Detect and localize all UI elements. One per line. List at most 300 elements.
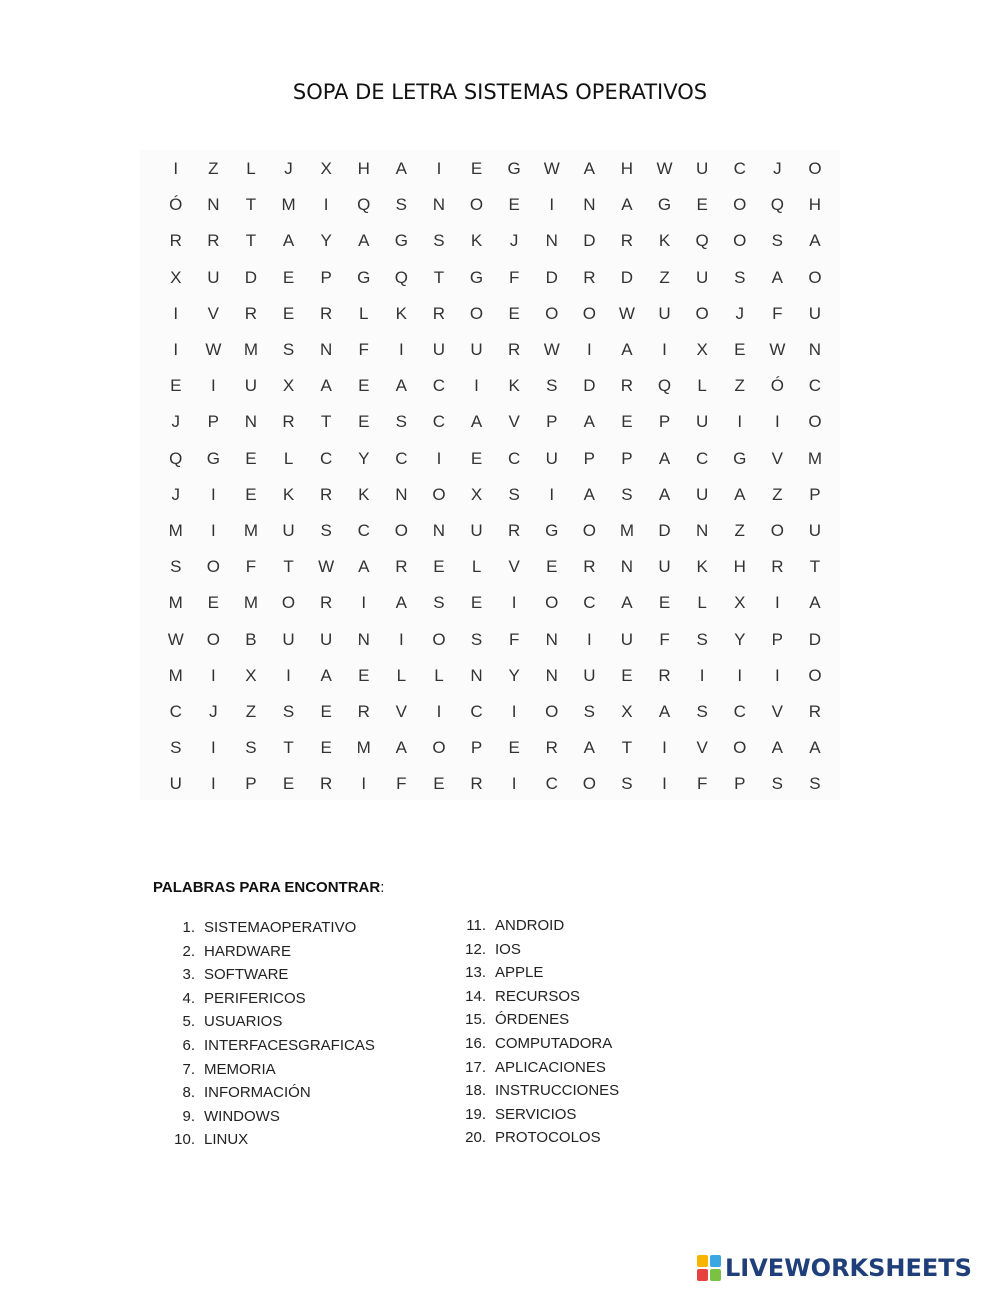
grid-letter[interactable]: M bbox=[807, 448, 823, 468]
grid-letter[interactable]: S bbox=[245, 738, 257, 758]
grid-letter[interactable]: E bbox=[358, 665, 370, 685]
grid-letter[interactable]: Q bbox=[394, 267, 408, 287]
grid-letter[interactable]: R bbox=[808, 702, 822, 721]
grid-letter[interactable]: P bbox=[546, 412, 558, 432]
grid-letter[interactable]: N bbox=[432, 521, 446, 540]
grid-letter[interactable]: G bbox=[357, 267, 371, 287]
grid-letter[interactable]: S bbox=[771, 774, 784, 794]
grid-letter[interactable]: U bbox=[470, 340, 483, 359]
grid-letter[interactable]: R bbox=[320, 484, 333, 504]
grid-letter[interactable]: O bbox=[432, 484, 446, 504]
grid-letter[interactable]: P bbox=[470, 738, 483, 758]
grid-letter[interactable]: C bbox=[696, 448, 709, 468]
grid-letter[interactable]: V bbox=[207, 303, 220, 323]
grid-letter[interactable]: S bbox=[734, 267, 746, 287]
grid-letter[interactable]: T bbox=[283, 557, 294, 577]
grid-letter[interactable]: L bbox=[471, 557, 482, 577]
grid-letter[interactable]: I bbox=[662, 738, 667, 758]
grid-letter[interactable]: I bbox=[323, 195, 329, 215]
grid-letter[interactable]: D bbox=[658, 521, 671, 540]
grid-letter[interactable]: H bbox=[808, 195, 822, 215]
grid-letter[interactable]: M bbox=[243, 593, 259, 613]
grid-letter[interactable]: V bbox=[395, 702, 408, 721]
grid-letter[interactable]: A bbox=[809, 738, 821, 758]
grid-letter[interactable]: I bbox=[361, 774, 367, 794]
grid-letter[interactable]: R bbox=[320, 593, 333, 613]
grid-letter[interactable]: O bbox=[469, 195, 484, 215]
grid-letter[interactable]: P bbox=[583, 448, 596, 468]
grid-letter[interactable]: R bbox=[771, 557, 784, 577]
grid-letter[interactable]: K bbox=[508, 376, 520, 396]
grid-letter[interactable]: I bbox=[737, 412, 743, 432]
grid-letter[interactable]: O bbox=[469, 303, 484, 323]
grid-letter[interactable]: Y bbox=[358, 448, 370, 468]
grid-letter[interactable]: R bbox=[169, 231, 182, 251]
grid-letter[interactable]: W bbox=[167, 629, 184, 649]
grid-letter[interactable]: T bbox=[809, 557, 821, 577]
word-search-grid[interactable] bbox=[140, 150, 840, 800]
grid-letter[interactable]: O bbox=[394, 521, 408, 540]
grid-letter[interactable]: E bbox=[696, 195, 708, 215]
grid-letter[interactable]: A bbox=[320, 665, 332, 685]
grid-letter[interactable]: S bbox=[395, 412, 408, 432]
grid-letter[interactable]: Q bbox=[169, 448, 183, 468]
grid-letter[interactable]: C bbox=[357, 521, 370, 540]
grid-letter[interactable]: I bbox=[436, 448, 442, 468]
grid-letter[interactable]: S bbox=[696, 629, 708, 649]
grid-letter[interactable]: I bbox=[737, 665, 743, 685]
grid-letter[interactable]: W bbox=[769, 340, 786, 359]
grid-letter[interactable]: E bbox=[508, 303, 520, 323]
grid-letter[interactable]: T bbox=[320, 412, 332, 432]
grid-letter[interactable]: L bbox=[396, 665, 407, 685]
grid-letter[interactable]: O bbox=[206, 629, 220, 649]
grid-letter[interactable]: R bbox=[357, 702, 370, 721]
grid-letter[interactable]: I bbox=[774, 665, 780, 685]
grid-letter[interactable]: N bbox=[545, 665, 558, 685]
grid-letter[interactable]: E bbox=[433, 557, 445, 577]
grid-letter[interactable]: J bbox=[773, 159, 782, 178]
grid-letter[interactable]: R bbox=[244, 303, 258, 323]
grid-letter[interactable]: O bbox=[582, 521, 596, 540]
grid-letter[interactable]: R bbox=[282, 412, 295, 432]
grid-letter[interactable]: K bbox=[395, 303, 408, 323]
grid-letter[interactable]: G bbox=[733, 448, 747, 468]
grid-letter[interactable]: R bbox=[620, 231, 634, 251]
grid-letter[interactable]: A bbox=[809, 593, 821, 613]
grid-letter[interactable]: A bbox=[358, 231, 370, 251]
grid-letter[interactable]: Ó bbox=[169, 195, 183, 215]
grid-letter[interactable]: C bbox=[733, 702, 746, 721]
grid-letter[interactable]: I bbox=[361, 593, 367, 613]
grid-letter[interactable]: E bbox=[282, 303, 295, 323]
grid-letter[interactable]: O bbox=[206, 557, 220, 577]
grid-letter[interactable]: F bbox=[508, 629, 520, 649]
grid-letter[interactable]: Z bbox=[734, 521, 745, 540]
grid-letter[interactable]: W bbox=[543, 340, 560, 359]
grid-letter[interactable]: O bbox=[695, 303, 709, 323]
grid-letter[interactable]: G bbox=[469, 267, 484, 287]
grid-letter[interactable]: P bbox=[207, 412, 220, 432]
grid-letter[interactable]: I bbox=[210, 665, 216, 685]
grid-letter[interactable]: A bbox=[583, 738, 596, 758]
grid-letter[interactable]: T bbox=[245, 195, 257, 215]
grid-letter[interactable]: C bbox=[320, 448, 333, 468]
grid-letter[interactable]: V bbox=[508, 412, 520, 432]
grid-letter[interactable]: P bbox=[245, 774, 257, 794]
grid-letter[interactable]: E bbox=[320, 702, 332, 721]
grid-letter[interactable]: N bbox=[808, 340, 822, 359]
grid-letter[interactable]: E bbox=[470, 448, 483, 468]
grid-letter[interactable]: E bbox=[207, 593, 220, 613]
grid-letter[interactable]: T bbox=[245, 231, 257, 251]
grid-letter[interactable]: V bbox=[696, 738, 708, 758]
grid-letter[interactable]: A bbox=[320, 376, 332, 396]
grid-letter[interactable]: E bbox=[508, 195, 520, 215]
grid-letter[interactable]: V bbox=[771, 448, 784, 468]
grid-letter[interactable]: U bbox=[320, 629, 333, 649]
grid-letter[interactable]: I bbox=[511, 593, 517, 613]
grid-letter[interactable]: E bbox=[470, 159, 483, 178]
grid-letter[interactable]: F bbox=[696, 774, 708, 794]
grid-letter[interactable]: S bbox=[621, 774, 633, 794]
grid-letter[interactable]: Z bbox=[659, 267, 670, 287]
grid-letter[interactable]: I bbox=[474, 376, 479, 396]
grid-letter[interactable]: J bbox=[509, 231, 519, 251]
grid-letter[interactable]: W bbox=[656, 159, 673, 178]
grid-letter[interactable]: E bbox=[358, 412, 370, 432]
grid-letter[interactable]: I bbox=[173, 159, 179, 178]
grid-letter[interactable]: U bbox=[207, 267, 220, 287]
grid-letter[interactable]: E bbox=[546, 557, 558, 577]
grid-letter[interactable]: P bbox=[734, 774, 746, 794]
grid-letter[interactable]: A bbox=[621, 593, 633, 613]
grid-letter[interactable]: C bbox=[733, 159, 746, 178]
grid-letter[interactable]: A bbox=[583, 484, 596, 504]
grid-letter[interactable]: E bbox=[170, 376, 182, 396]
grid-letter[interactable]: Q bbox=[770, 195, 784, 215]
grid-letter[interactable]: J bbox=[171, 412, 180, 432]
grid-letter[interactable]: U bbox=[620, 629, 634, 649]
grid-letter[interactable]: C bbox=[432, 412, 446, 432]
grid-letter[interactable]: G bbox=[394, 231, 408, 251]
grid-letter[interactable]: I bbox=[511, 702, 517, 721]
grid-letter[interactable]: R bbox=[395, 557, 408, 577]
grid-letter[interactable]: S bbox=[508, 484, 520, 504]
grid-letter[interactable]: I bbox=[210, 376, 216, 396]
grid-letter[interactable]: S bbox=[433, 231, 445, 251]
grid-letter[interactable]: N bbox=[696, 521, 709, 540]
grid-letter[interactable]: G bbox=[657, 195, 672, 215]
grid-letter[interactable]: S bbox=[771, 231, 784, 251]
grid-letter[interactable]: C bbox=[470, 702, 483, 721]
grid-letter[interactable]: O bbox=[733, 738, 747, 758]
grid-letter[interactable]: M bbox=[168, 593, 183, 613]
grid-letter[interactable]: X bbox=[320, 159, 332, 178]
grid-letter[interactable]: Y bbox=[508, 665, 520, 685]
grid-letter[interactable]: C bbox=[545, 774, 558, 794]
grid-letter[interactable]: G bbox=[545, 521, 559, 540]
grid-letter[interactable]: U bbox=[696, 267, 709, 287]
grid-letter[interactable]: O bbox=[432, 738, 446, 758]
grid-letter[interactable]: A bbox=[621, 195, 633, 215]
grid-letter[interactable]: T bbox=[433, 267, 445, 287]
grid-letter[interactable]: D bbox=[244, 267, 258, 287]
grid-letter[interactable]: X bbox=[170, 267, 182, 287]
grid-letter[interactable]: E bbox=[658, 593, 671, 613]
grid-letter[interactable]: I bbox=[549, 195, 555, 215]
grid-letter[interactable]: D bbox=[583, 231, 596, 251]
grid-letter[interactable]: F bbox=[772, 303, 783, 323]
grid-letter[interactable]: U bbox=[658, 303, 671, 323]
grid-letter[interactable]: M bbox=[243, 340, 259, 359]
grid-letter[interactable]: S bbox=[433, 593, 445, 613]
grid-letter[interactable]: U bbox=[282, 521, 295, 540]
grid-letter[interactable]: Y bbox=[734, 629, 746, 649]
grid-letter[interactable]: S bbox=[170, 738, 182, 758]
grid-letter[interactable]: U bbox=[808, 521, 822, 540]
grid-letter[interactable]: E bbox=[358, 376, 370, 396]
grid-letter[interactable]: C bbox=[169, 702, 182, 721]
grid-letter[interactable]: I bbox=[210, 774, 216, 794]
grid-letter[interactable]: E bbox=[621, 412, 633, 432]
grid-letter[interactable]: S bbox=[470, 629, 483, 649]
grid-letter[interactable]: C bbox=[432, 376, 446, 396]
grid-letter[interactable]: D bbox=[808, 629, 822, 649]
grid-letter[interactable]: A bbox=[809, 231, 821, 251]
grid-letter[interactable]: I bbox=[286, 665, 291, 685]
grid-letter[interactable]: U bbox=[696, 412, 709, 432]
grid-letter[interactable]: U bbox=[432, 340, 446, 359]
grid-letter[interactable]: U bbox=[808, 303, 822, 323]
grid-letter[interactable]: I bbox=[586, 340, 592, 359]
grid-letter[interactable]: S bbox=[809, 774, 821, 794]
grid-letter[interactable]: I bbox=[586, 629, 592, 649]
grid-letter[interactable]: B bbox=[245, 629, 257, 649]
grid-letter[interactable]: D bbox=[583, 376, 596, 396]
grid-letter[interactable]: O bbox=[770, 521, 784, 540]
grid-letter[interactable]: U bbox=[545, 448, 558, 468]
grid-letter[interactable]: T bbox=[621, 738, 633, 758]
grid-letter[interactable]: P bbox=[658, 412, 671, 432]
grid-letter[interactable]: A bbox=[658, 702, 671, 721]
grid-letter[interactable]: P bbox=[320, 267, 332, 287]
grid-letter[interactable]: I bbox=[173, 303, 179, 323]
grid-letter[interactable]: S bbox=[621, 484, 633, 504]
grid-letter[interactable]: O bbox=[432, 629, 446, 649]
grid-letter[interactable]: L bbox=[359, 303, 369, 323]
grid-letter[interactable]: O bbox=[545, 303, 559, 323]
grid-letter[interactable]: A bbox=[395, 376, 408, 396]
grid-letter[interactable]: S bbox=[170, 557, 182, 577]
grid-letter[interactable]: M bbox=[619, 521, 635, 540]
grid-letter[interactable]: C bbox=[395, 448, 408, 468]
grid-letter[interactable]: O bbox=[733, 231, 747, 251]
grid-letter[interactable]: G bbox=[507, 159, 521, 178]
grid-letter[interactable]: S bbox=[583, 702, 596, 721]
grid-letter[interactable]: J bbox=[735, 303, 744, 323]
grid-letter[interactable]: E bbox=[508, 738, 520, 758]
grid-letter[interactable]: E bbox=[282, 267, 295, 287]
grid-letter[interactable]: X bbox=[696, 340, 708, 359]
grid-letter[interactable]: F bbox=[508, 267, 520, 287]
grid-letter[interactable]: X bbox=[470, 484, 483, 504]
grid-letter[interactable]: N bbox=[244, 412, 258, 432]
grid-letter[interactable]: O bbox=[545, 702, 559, 721]
grid-letter[interactable]: A bbox=[470, 412, 483, 432]
grid-letter[interactable]: A bbox=[395, 593, 408, 613]
grid-letter[interactable]: L bbox=[434, 665, 444, 685]
grid-letter[interactable]: R bbox=[658, 665, 671, 685]
grid-letter[interactable]: P bbox=[771, 629, 784, 649]
grid-letter[interactable]: O bbox=[582, 774, 596, 794]
grid-letter[interactable]: A bbox=[658, 484, 671, 504]
grid-letter[interactable]: Z bbox=[772, 484, 783, 504]
grid-letter[interactable]: A bbox=[583, 159, 596, 178]
grid-letter[interactable]: K bbox=[696, 557, 708, 577]
grid-letter[interactable]: G bbox=[206, 448, 220, 468]
grid-letter[interactable]: A bbox=[621, 340, 633, 359]
grid-letter[interactable]: N bbox=[320, 340, 333, 359]
grid-letter[interactable]: I bbox=[549, 484, 555, 504]
grid-letter[interactable]: A bbox=[771, 267, 784, 287]
grid-letter[interactable]: X bbox=[621, 702, 633, 721]
grid-letter[interactable]: W bbox=[618, 303, 635, 323]
grid-letter[interactable]: K bbox=[358, 484, 370, 504]
grid-letter[interactable]: W bbox=[318, 557, 335, 577]
grid-letter[interactable]: M bbox=[281, 195, 296, 215]
grid-letter[interactable]: E bbox=[245, 484, 257, 504]
grid-letter[interactable]: O bbox=[808, 159, 822, 178]
grid-letter[interactable]: M bbox=[356, 738, 371, 758]
grid-letter[interactable]: R bbox=[508, 521, 521, 540]
grid-letter[interactable]: I bbox=[774, 593, 780, 613]
grid-letter[interactable]: Z bbox=[734, 376, 745, 396]
grid-letter[interactable]: R bbox=[508, 340, 521, 359]
grid-letter[interactable]: A bbox=[583, 412, 596, 432]
grid-letter[interactable]: V bbox=[771, 702, 784, 721]
grid-letter[interactable]: O bbox=[733, 195, 747, 215]
grid-letter[interactable]: U bbox=[696, 159, 709, 178]
grid-letter[interactable]: E bbox=[470, 593, 483, 613]
grid-letter[interactable]: N bbox=[620, 557, 634, 577]
grid-letter[interactable]: R bbox=[207, 231, 220, 251]
grid-letter[interactable]: X bbox=[734, 593, 746, 613]
grid-letter[interactable]: M bbox=[168, 665, 183, 685]
grid-letter[interactable]: Q bbox=[657, 376, 672, 396]
grid-letter[interactable]: N bbox=[545, 629, 558, 649]
grid-letter[interactable]: X bbox=[282, 376, 295, 396]
grid-letter[interactable]: R bbox=[583, 557, 596, 577]
grid-letter[interactable]: H bbox=[620, 159, 634, 178]
grid-letter[interactable]: F bbox=[396, 774, 407, 794]
grid-letter[interactable]: N bbox=[357, 629, 370, 649]
grid-letter[interactable]: H bbox=[357, 159, 370, 178]
grid-letter[interactable]: D bbox=[545, 267, 558, 287]
grid-letter[interactable]: E bbox=[245, 448, 257, 468]
grid-letter[interactable]: N bbox=[432, 195, 446, 215]
grid-letter[interactable]: I bbox=[398, 629, 404, 649]
grid-letter[interactable]: K bbox=[282, 484, 295, 504]
grid-letter[interactable]: N bbox=[470, 665, 483, 685]
grid-letter[interactable]: O bbox=[808, 267, 822, 287]
grid-letter[interactable]: H bbox=[733, 557, 746, 577]
grid-letter[interactable]: M bbox=[243, 521, 259, 540]
grid-letter[interactable]: Q bbox=[695, 231, 709, 251]
grid-letter[interactable]: R bbox=[583, 267, 596, 287]
grid-letter[interactable]: C bbox=[583, 593, 596, 613]
grid-letter[interactable]: O bbox=[545, 593, 559, 613]
grid-letter[interactable]: A bbox=[395, 159, 408, 178]
grid-letter[interactable]: E bbox=[621, 665, 633, 685]
grid-letter[interactable]: I bbox=[436, 159, 442, 178]
grid-letter[interactable]: L bbox=[697, 593, 707, 613]
grid-letter[interactable]: I bbox=[210, 521, 216, 540]
grid-letter[interactable]: A bbox=[358, 557, 370, 577]
grid-letter[interactable]: F bbox=[659, 629, 670, 649]
grid-letter[interactable]: U bbox=[658, 557, 671, 577]
grid-letter[interactable]: K bbox=[658, 231, 671, 251]
grid-letter[interactable]: E bbox=[433, 774, 445, 794]
grid-letter[interactable]: C bbox=[508, 448, 521, 468]
grid-letter[interactable]: J bbox=[284, 159, 293, 178]
grid-letter[interactable]: U bbox=[696, 484, 709, 504]
grid-letter[interactable]: J bbox=[171, 484, 180, 504]
grid-letter[interactable]: I bbox=[774, 412, 780, 432]
grid-letter[interactable]: N bbox=[545, 231, 558, 251]
grid-letter[interactable]: I bbox=[699, 665, 705, 685]
grid-letter[interactable]: P bbox=[621, 448, 633, 468]
grid-letter[interactable]: Z bbox=[208, 159, 219, 178]
grid-letter[interactable]: W bbox=[205, 340, 222, 359]
grid-letter[interactable]: S bbox=[546, 376, 558, 396]
grid-letter[interactable]: J bbox=[209, 702, 218, 721]
grid-letter[interactable]: A bbox=[395, 738, 408, 758]
grid-letter[interactable]: N bbox=[583, 195, 596, 215]
grid-letter[interactable]: E bbox=[282, 774, 295, 794]
grid-letter[interactable]: O bbox=[281, 593, 296, 613]
grid-letter[interactable]: A bbox=[771, 738, 784, 758]
grid-letter[interactable]: I bbox=[662, 340, 667, 359]
grid-letter[interactable]: I bbox=[173, 340, 179, 359]
grid-letter[interactable]: I bbox=[210, 484, 216, 504]
grid-letter[interactable]: M bbox=[168, 521, 183, 540]
grid-letter[interactable]: Q bbox=[357, 195, 371, 215]
grid-letter[interactable]: L bbox=[283, 448, 294, 468]
grid-letter[interactable]: I bbox=[511, 774, 517, 794]
grid-letter[interactable]: V bbox=[508, 557, 520, 577]
grid-letter[interactable]: R bbox=[620, 376, 634, 396]
grid-letter[interactable]: U bbox=[470, 521, 483, 540]
grid-letter[interactable]: L bbox=[246, 159, 256, 178]
grid-letter[interactable]: E bbox=[320, 738, 332, 758]
grid-letter[interactable]: O bbox=[808, 665, 822, 685]
grid-letter[interactable]: R bbox=[320, 774, 333, 794]
grid-letter[interactable]: I bbox=[436, 702, 442, 721]
grid-letter[interactable]: I bbox=[662, 774, 667, 794]
grid-letter[interactable]: K bbox=[470, 231, 483, 251]
grid-letter[interactable]: R bbox=[320, 303, 333, 323]
grid-letter[interactable]: U bbox=[244, 376, 258, 396]
grid-letter[interactable]: N bbox=[395, 484, 408, 504]
grid-letter[interactable]: R bbox=[432, 303, 446, 323]
grid-letter[interactable]: L bbox=[697, 376, 707, 396]
grid-letter[interactable]: W bbox=[543, 159, 560, 178]
grid-letter[interactable]: D bbox=[620, 267, 634, 287]
grid-letter[interactable]: S bbox=[395, 195, 408, 215]
grid-letter[interactable]: I bbox=[398, 340, 404, 359]
grid-letter[interactable]: S bbox=[282, 340, 295, 359]
